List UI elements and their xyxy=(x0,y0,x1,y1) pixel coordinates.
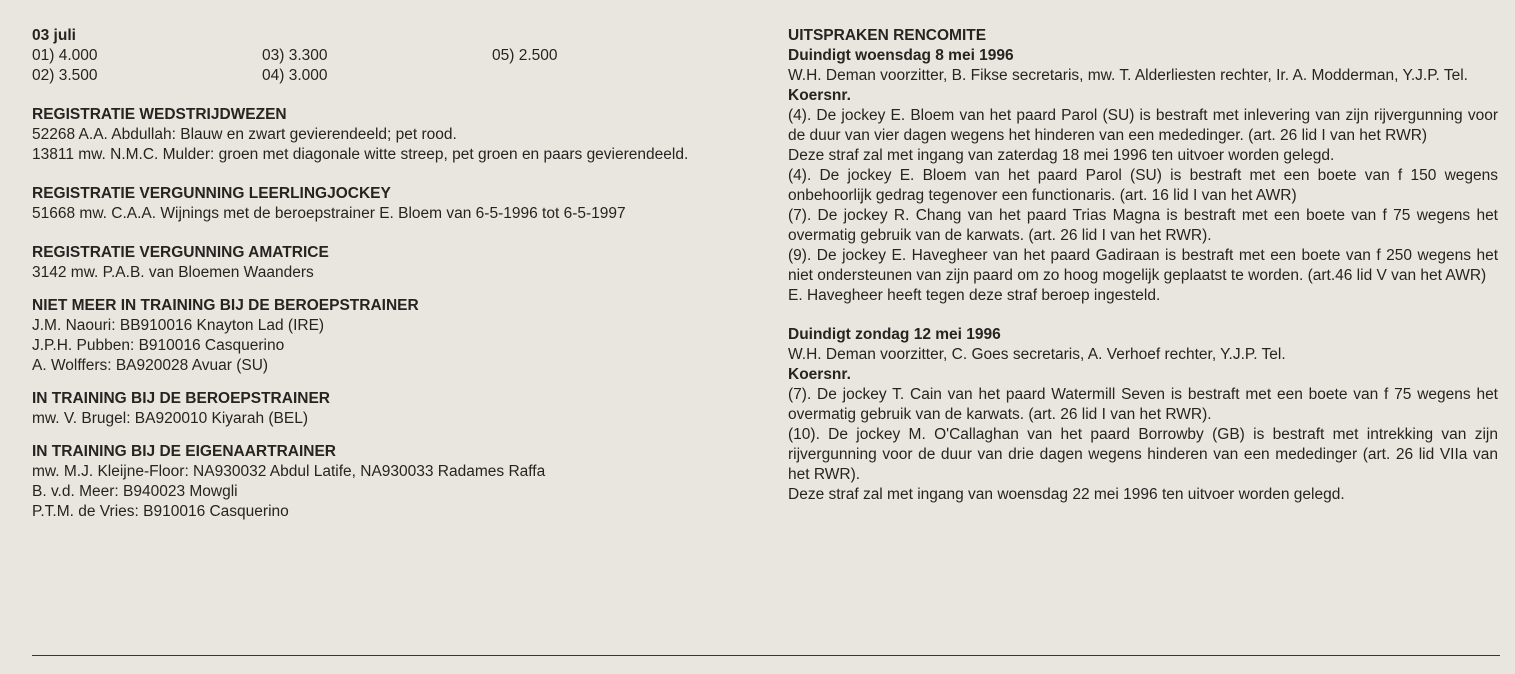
section-line: 3142 mw. P.A.B. van Bloemen Waanders xyxy=(32,264,314,281)
section-line: J.M. Naouri: BB910016 Knayton Lad (IRE) xyxy=(32,317,325,334)
section-title: NIET MEER IN TRAINING BIJ DE BEROEPSTRAINER xyxy=(32,297,419,314)
ruling-paragraph: (9). De jockey E. Havegheer van het paard Gadiraan is bestraft met een boete van f 250 wegens het niet ondersteunen van zijn paard om zo hoog mogelijk geplaatst te worden. (art.46 lid V van het AWR) xyxy=(788,247,1498,284)
section-line: 13811 mw. N.M.C. Mulder: groen met diagonale witte streep, pet groen en paars gevierendeeld. xyxy=(32,146,689,163)
date-heading: 03 juli xyxy=(32,27,76,44)
ruling-paragraph: (7). De jockey T. Cain van het paard Watermill Seven is bestraft met een boete van f 75 wegens het overmatig gebruik van de karwats. (art. 26 lid I van het RWR). xyxy=(788,386,1498,423)
section-title: IN TRAINING BIJ DE BEROEPSTRAINER xyxy=(32,390,330,407)
ruling-paragraph: (4). De jockey E. Bloem van het paard Parol (SU) is bestraft met een boete van f 150 wegens onbehoorlijk gedrag tegenover een functionaris. (art. 16 lid I van het AWR) xyxy=(788,167,1498,204)
result-item: 01) 4.000 xyxy=(32,47,98,64)
committee-text: W.H. Deman voorzitter, B. Fikse secretaris, mw. T. Alderliesten rechter, Ir. A. Modderman, Y.J.P. Tel. xyxy=(788,67,1468,84)
result-item: 03) 3.300 xyxy=(262,47,328,64)
section-niet-meer-in-training xyxy=(32,296,747,376)
section-title: REGISTRATIE VERGUNNING AMATRICE xyxy=(32,244,329,261)
result-item: 02) 3.500 xyxy=(32,67,98,84)
meeting-2 xyxy=(788,325,1498,505)
section-line: B. v.d. Meer: B940023 Mowgli xyxy=(32,483,238,500)
race-number-label: Koersnr. xyxy=(788,366,851,383)
section-leerlingjockey xyxy=(32,184,747,224)
ruling-paragraph: Deze straf zal met ingang van woensdag 22 mei 1996 ten uitvoer worden gelegd. xyxy=(788,486,1345,503)
race-number-label: Koersnr. xyxy=(788,87,851,104)
right-column xyxy=(788,26,1498,505)
section-line: P.T.M. de Vries: B910016 Casquerino xyxy=(32,503,289,520)
section-in-training-eigenaartrainer xyxy=(32,442,747,522)
section-line: J.P.H. Pubben: B910016 Casquerino xyxy=(32,337,285,354)
result-item: 04) 3.000 xyxy=(262,67,328,84)
ruling-paragraph: (7). De jockey R. Chang van het paard Trias Magna is bestraft met een boete van f 75 wegens het overmatig gebruik van de karwats. (art. 26 lid I van het RWR). xyxy=(788,207,1498,244)
left-column xyxy=(32,26,747,522)
section-title: REGISTRATIE VERGUNNING LEERLINGJOCKEY xyxy=(32,185,391,202)
section-title: REGISTRATIE WEDSTRIJDWEZEN xyxy=(32,106,287,123)
results-grid xyxy=(32,46,747,86)
result-item: 05) 2.500 xyxy=(492,47,558,64)
ruling-paragraph: (10). De jockey M. O'Callaghan van het paard Borrowby (GB) is bestraft met intrekking van zijn rijvergunning voor de duur van drie dagen wegens hinderen van een mededinger (art. 26 lid VIIa van het RWR). xyxy=(788,426,1498,483)
ruling-paragraph: Deze straf zal met ingang van zaterdag 18 mei 1996 ten uitvoer worden gelegd. xyxy=(788,147,1335,164)
section-line: 51668 mw. C.A.A. Wijnings met de beroepstrainer E. Bloem van 6-5-1996 tot 6-5-1997 xyxy=(32,205,626,222)
section-line: A. Wolffers: BA920028 Avuar (SU) xyxy=(32,357,269,374)
committee-text: W.H. Deman voorzitter, C. Goes secretaris, A. Verhoef rechter, Y.J.P. Tel. xyxy=(788,346,1286,363)
section-line: 52268 A.A. Abdullah: Blauw en zwart gevierendeeld; pet rood. xyxy=(32,126,457,143)
rulings-title: UITSPRAKEN RENCOMITE xyxy=(788,27,987,44)
meeting-heading: Duindigt woensdag 8 mei 1996 xyxy=(788,47,1014,64)
section-in-training-beroepstrainer xyxy=(32,389,747,429)
bottom-rule xyxy=(32,655,1500,656)
section-line: mw. M.J. Kleijne-Floor: NA930032 Abdul Latife, NA930033 Radames Raffa xyxy=(32,463,546,480)
section-line: mw. V. Brugel: BA920010 Kiyarah (BEL) xyxy=(32,410,308,427)
ruling-paragraph: E. Havegheer heeft tegen deze straf beroep ingesteld. xyxy=(788,287,1161,304)
meeting-heading: Duindigt zondag 12 mei 1996 xyxy=(788,326,1001,343)
section-title: IN TRAINING BIJ DE EIGENAARTRAINER xyxy=(32,443,336,460)
section-amatrice xyxy=(32,243,747,283)
ruling-paragraph: (4). De jockey E. Bloem van het paard Parol (SU) is bestraft met inlevering van zijn rijvergunning voor de duur van vier dagen wegens het hinderen van een mededinger. (art. 26 lid I van het RWR) xyxy=(788,107,1498,144)
result-item xyxy=(492,66,722,86)
section-registratie-wedstrijdwezen xyxy=(32,105,747,165)
